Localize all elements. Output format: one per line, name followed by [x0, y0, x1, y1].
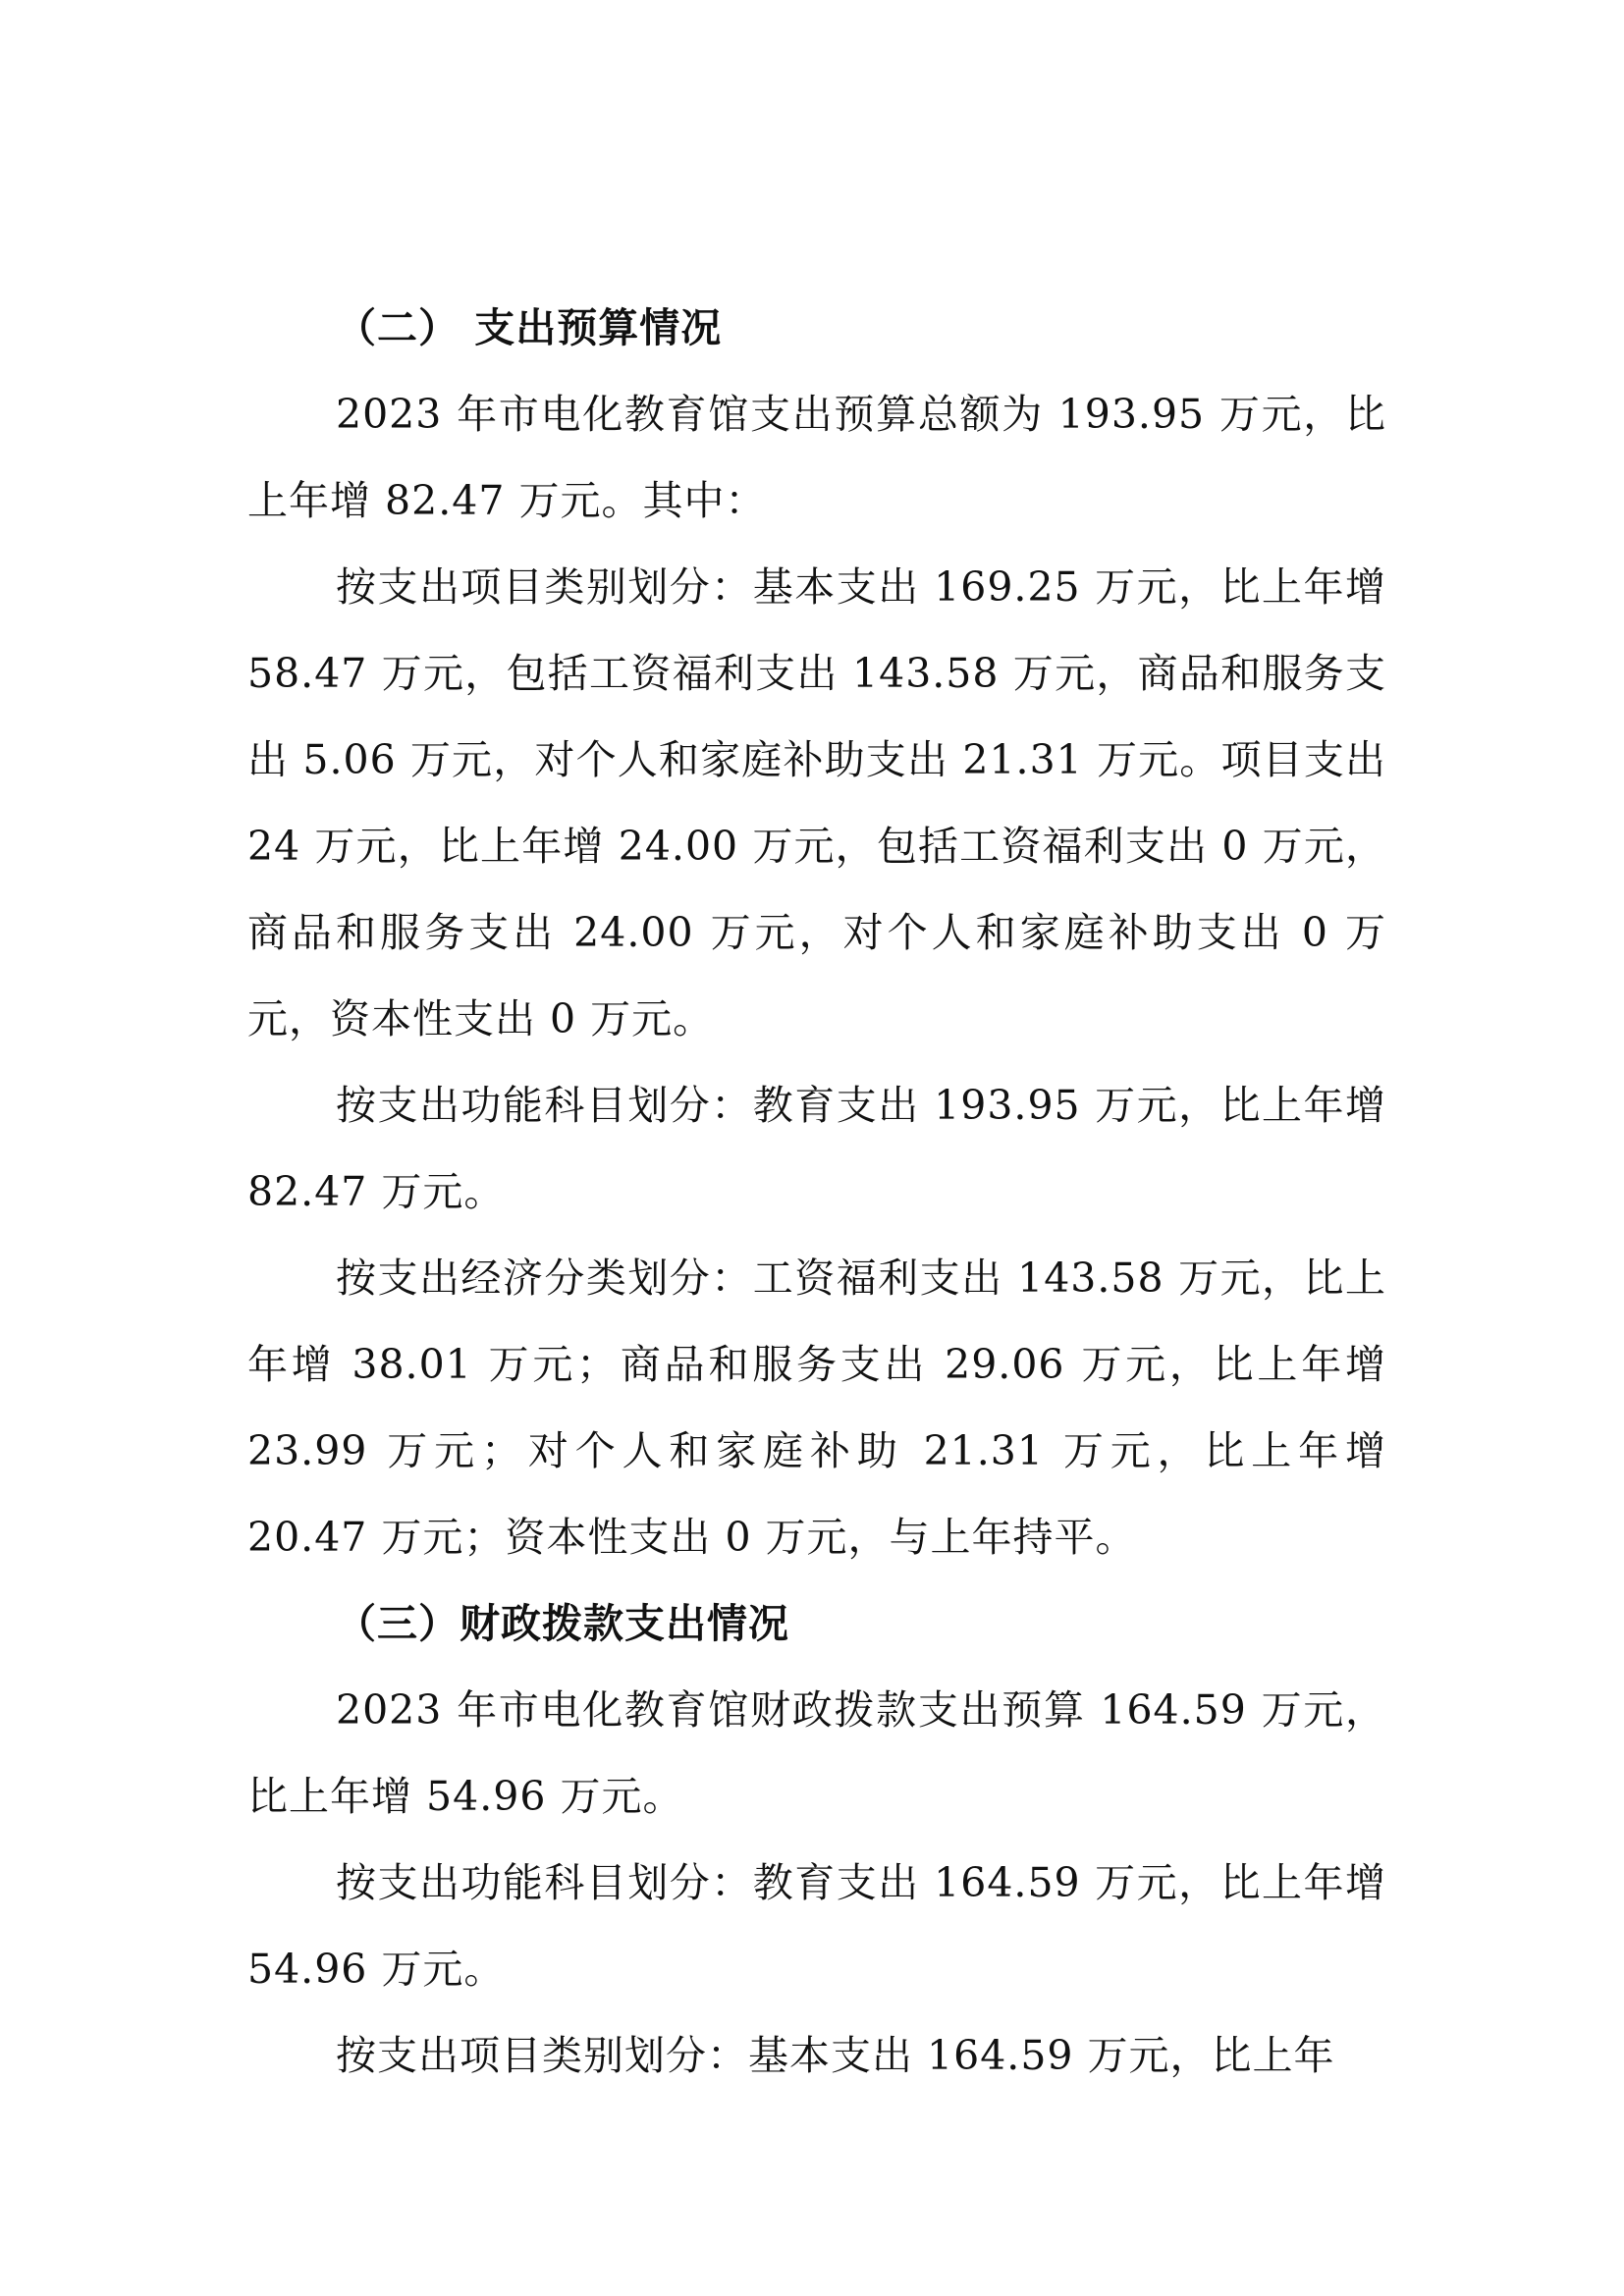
document-body [247, 285, 1386, 2099]
paragraph-by-economic-classification: 按支出经济分类划分：工资福利支出 143.58 万元，比上年增 38.01 万元；商品和服务支出 29.06 万元，比上年增 23.99 万元；对个人和家庭补助 21.31 万元，比上年增 20.47 万元；资本性支出 0 万元，与上年持平。 [247, 1255, 1386, 1561]
paragraph-fiscal-total: 2023 年市电化教育馆财政拨款支出预算 164.59 万元，比上年增 54.96 万元。 [247, 1686, 1386, 1820]
section-heading-fiscal-appropriation: （三）财政拨款支出情况 [336, 1600, 789, 1647]
section-heading-expenditure-budget: （二） 支出预算情况 [336, 304, 723, 351]
paragraph-fiscal-by-project-category: 按支出项目类别划分：基本支出 164.59 万元，比上年 [336, 2032, 1335, 2079]
paragraph-by-project-category: 按支出项目类别划分：基本支出 169.25 万元，比上年增 58.47 万元，包括工资福利支出 143.58 万元，商品和服务支出 5.06 万元，对个人和家庭补助支出 21.31 万元。项目支出 24 万元，比上年增 24.00 万元，包括工资福利支出 0 万元，商品和服务支出 24.00 万元，对个人和家庭补助支出 0 万元，资本性支出 0 万元。 [247, 563, 1386, 1042]
paragraph-fiscal-by-functional-subject: 按支出功能科目划分：教育支出 164.59 万元，比上年增 54.96 万元。 [247, 1859, 1386, 1993]
paragraph-total-expenditure: 2023 年市电化教育馆支出预算总额为 193.95 万元，比上年增 82.47 万元。其中： [247, 391, 1386, 524]
paragraph-by-functional-subject: 按支出功能科目划分：教育支出 193.95 万元，比上年增 82.47 万元。 [247, 1082, 1386, 1215]
